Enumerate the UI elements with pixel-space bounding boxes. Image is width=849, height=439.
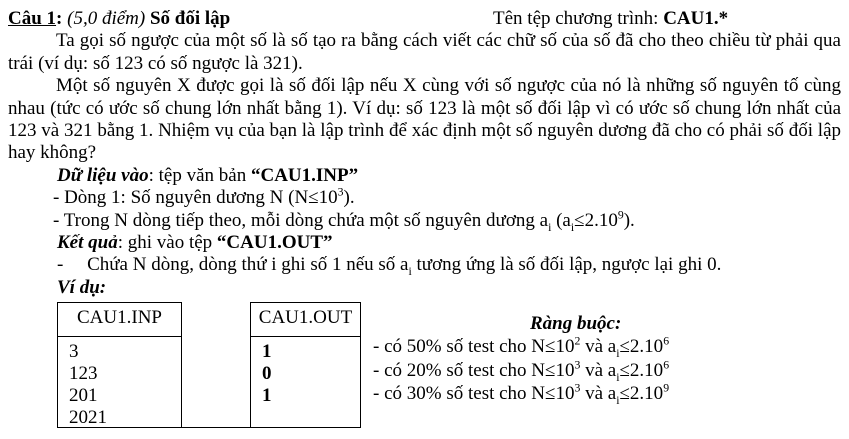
- text-segment: 3: [574, 358, 581, 372]
- text-segment: i: [616, 347, 620, 361]
- text-segment: Dữ liệu vào: [57, 164, 149, 186]
- input-table-row: 2021: [69, 407, 107, 429]
- input-table-row: 3: [69, 341, 79, 363]
- text-segment: :: [56, 8, 68, 29]
- text-segment: - Trong N dòng tiếp theo, mỗi dòng chứa một số nguyên dương a: [53, 209, 549, 231]
- text-segment: 2: [574, 334, 581, 348]
- text-segment: 6: [663, 358, 670, 372]
- text-segment: Số đối lập: [149, 8, 231, 29]
- text-segment: và a: [580, 336, 617, 358]
- text-segment: - có 20% số test cho N≤10: [373, 359, 575, 381]
- example-output-table: [250, 302, 361, 428]
- text-segment: ≤2.10: [619, 383, 664, 405]
- example-area: [8, 302, 841, 439]
- constraints-block: [373, 312, 849, 406]
- constraint-line-2: [373, 359, 849, 383]
- text-segment: - có 30% số test cho N≤10: [373, 383, 575, 405]
- text-segment: Câu 1: [8, 8, 57, 29]
- text-segment: Ví dụ:: [57, 276, 107, 298]
- input-table-header: CAU1.INP: [58, 303, 181, 337]
- input-spec-line-1: [8, 187, 841, 209]
- text-segment: 9: [617, 208, 624, 222]
- text-segment: ≤2.10: [619, 336, 664, 358]
- paragraph-definition: Một số nguyên X được gọi là số đối lập nếu X cùng với số ngược của nó là những số nguyên tố cùng nhau (tức có ước số chung lớn nhất bằng 1). Ví dụ: số 123 là một số đối lập vì có ước số chung lớn nhất của 123 và 321 bằng 1. Nhiệm vụ của bạn là lập trình để xác định một số nguyên dương đã cho có phải số đối lập hay không?: [8, 75, 841, 164]
- problem-title: [8, 8, 230, 29]
- text-segment: (a: [551, 209, 571, 231]
- text-segment: ≤2.10: [574, 209, 618, 231]
- text-segment: Tên tệp chương trình:: [493, 8, 664, 29]
- text-segment: tương ứng là số đối lập, ngược lại ghi 0.: [411, 254, 722, 276]
- program-file-name: [493, 8, 728, 30]
- text-segment: 3: [574, 381, 581, 395]
- text-segment: i: [616, 394, 620, 408]
- text-segment: 3: [337, 185, 344, 199]
- input-table-body: [58, 337, 181, 429]
- constraint-line-1: [373, 335, 849, 359]
- text-segment: CAU1.*: [663, 8, 729, 29]
- text-segment: i: [616, 370, 620, 384]
- text-segment: (5,0 điểm): [67, 8, 146, 29]
- text-segment: : tệp văn bản: [148, 164, 251, 186]
- paragraph-intro: Ta gọi số ngược của một số là số tạo ra bằng cách viết các chữ số của số đã cho theo chiều từ phải qua trái (ví dụ: số 123 có số ngược là 321).: [8, 30, 841, 74]
- output-table-row: 1: [262, 385, 272, 407]
- text-segment: ).: [343, 187, 355, 209]
- text-segment: Ràng buộc:: [530, 313, 622, 335]
- text-segment: 6: [663, 334, 670, 348]
- text-segment: 9: [663, 381, 670, 395]
- text-segment: i: [548, 220, 552, 234]
- text-segment: i: [408, 265, 412, 279]
- constraints-title: [530, 312, 849, 335]
- table-gap-column: [182, 302, 250, 428]
- text-segment: ≤2.10: [619, 359, 664, 381]
- output-section-heading: [8, 232, 841, 254]
- text-segment: và a: [580, 383, 617, 405]
- output-spec-line-1: [8, 254, 841, 279]
- output-table-header: CAU1.OUT: [251, 303, 360, 337]
- text-segment: và a: [580, 359, 617, 381]
- text-segment: - Chứa N dòng, dòng thứ i ghi số 1 nếu số a: [57, 254, 409, 276]
- output-table-row: 0: [262, 363, 272, 385]
- input-spec-line-2: [8, 210, 841, 232]
- output-table-row: 1: [262, 341, 272, 363]
- input-section-heading: [8, 165, 841, 187]
- input-table-row: 201: [69, 385, 98, 407]
- constraint-line-3: [373, 382, 849, 406]
- text-segment: Kết quả: [57, 232, 118, 254]
- text-segment: i: [570, 220, 575, 234]
- text-segment: “CAU1.OUT”: [216, 232, 333, 254]
- text-segment: - Dòng 1: Số nguyên dương N (N≤10: [53, 187, 338, 209]
- input-table-row: 123: [69, 363, 98, 385]
- output-table-body: [251, 337, 360, 407]
- text-segment: - có 50% số test cho N≤10: [373, 336, 575, 358]
- text-segment: ).: [623, 209, 635, 231]
- text-segment: “CAU1.INP”: [250, 164, 359, 186]
- example-input-table: [57, 302, 182, 428]
- problem-header: [8, 8, 841, 30]
- text-segment: : ghi vào tệp: [117, 232, 217, 254]
- example-label: [8, 277, 841, 299]
